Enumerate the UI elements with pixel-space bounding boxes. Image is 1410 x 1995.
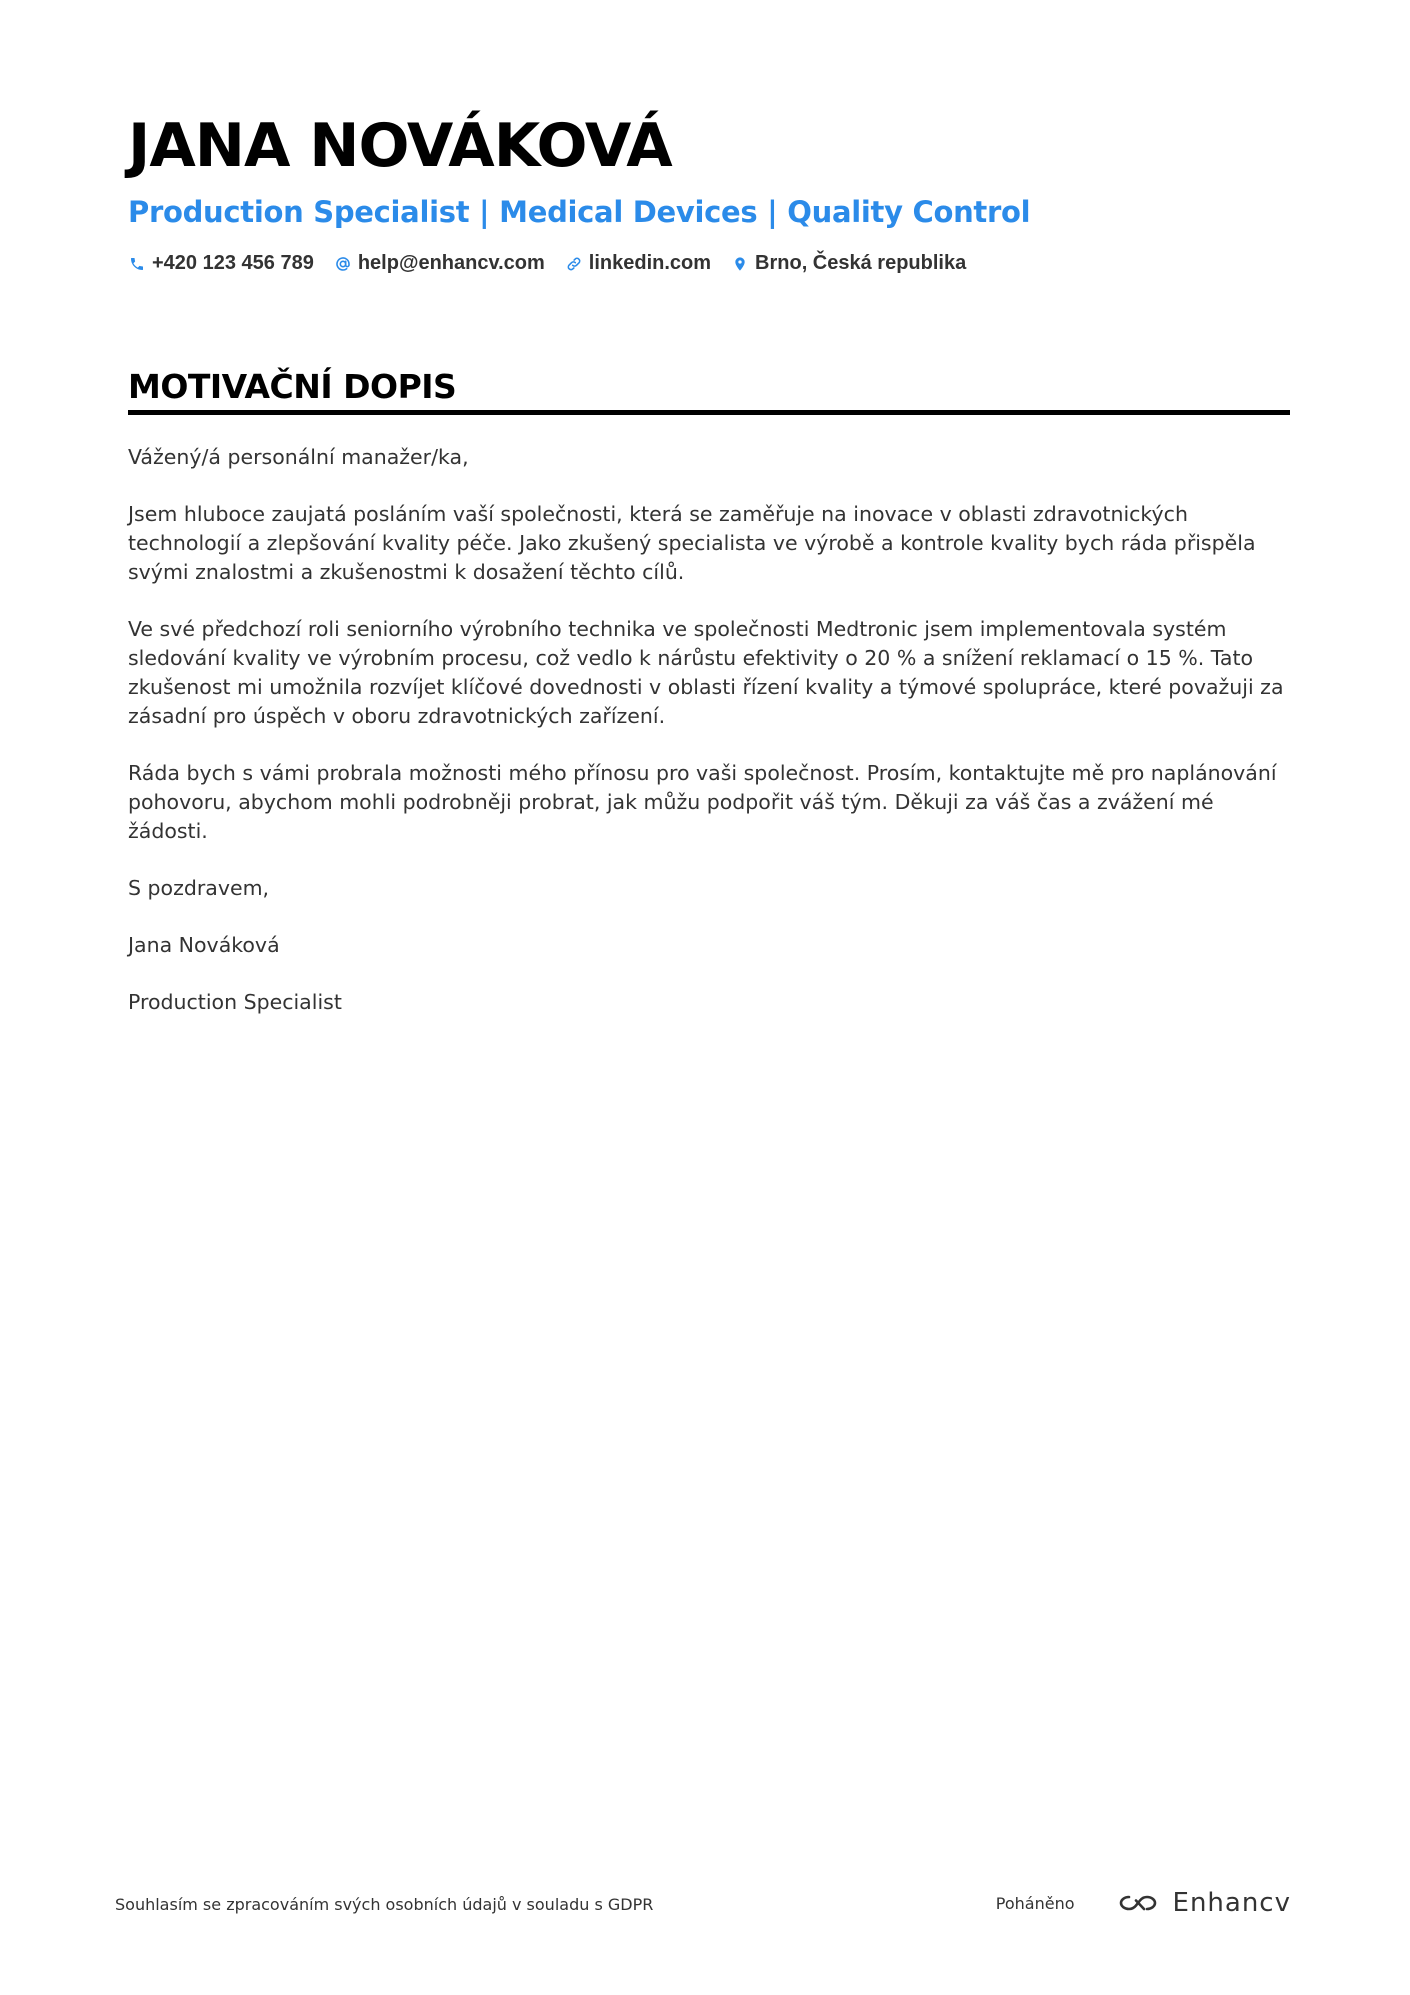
letter-body [128, 443, 1290, 1045]
candidate-headline: Production Specialist | Medical Devices | Quality Control [128, 195, 1031, 229]
contact-email[interactable] [334, 252, 545, 275]
email-text: help@enhancv.com [357, 252, 545, 274]
powered-by [996, 1888, 1291, 1918]
gdpr-consent: Souhlasím se zpracováním svých osobních údajů v souladu s GDPR [115, 1895, 654, 1914]
signature-name: Jana Nováková [128, 933, 280, 957]
contact-location [731, 252, 966, 275]
letter-greeting: Vážený/á personální manažer/ka, [128, 445, 469, 469]
section-divider [128, 410, 1290, 415]
candidate-name: JANA NOVÁKOVÁ [128, 111, 672, 181]
header [128, 110, 1290, 275]
contact-phone[interactable] [128, 252, 314, 275]
letter-paragraph: Jsem hluboce zaujatá posláním vaší společnosti, která se zaměřuje na inovace v oblasti zdravotnických technologií a zlepšování kvality péče. Jako zkušený specialista ve výrobě a kontrole kvality bych ráda přispěla svými znalostmi a zkušenostmi k dosažení těchto cílů. [128, 502, 1256, 584]
enhancv-logo-icon [1115, 1891, 1161, 1915]
contact-bar [128, 252, 1290, 275]
linkedin-text: linkedin.com [588, 252, 712, 274]
phone-icon [128, 255, 146, 273]
phone-text: +420 123 456 789 [152, 252, 314, 274]
signature-title: Production Specialist [128, 990, 342, 1014]
letter-paragraph: Ráda bych s vámi probrala možnosti mého přínosu pro vaši společnost. Prosím, kontaktujte mě pro naplánování pohovoru, abychom mohli podrobněji probrat, jak můžu podpořit váš tým. Děkuji za váš čas a zvážení mé žádosti. [128, 761, 1277, 843]
letter-paragraph: Ve své předchozí roli seniorního výrobního technika ve společnosti Medtronic jsem implementovala systém sledování kvality ve výrobním procesu, což vedlo k nárůstu efektivity o 20 % a snížení reklamací o 15 %. Tato zkušenost mi umožnila rozvíjet klíčové dovednosti v oblasti řízení kvality a týmové spolupráce, které považuji za zásadní pro úspěch v oboru zdravotnických zařízení. [128, 617, 1284, 728]
link-icon [565, 255, 583, 273]
letter-closing: S pozdravem, [128, 876, 270, 900]
section-title: MOTIVAČNÍ DOPIS [128, 367, 457, 406]
location-pin-icon [731, 255, 749, 273]
powered-by-label: Poháněno [995, 1893, 1075, 1913]
at-icon [334, 255, 352, 273]
location-text: Brno, Česká republika [755, 252, 967, 274]
contact-linkedin[interactable] [565, 252, 711, 275]
enhancv-logo[interactable] [1115, 1888, 1291, 1918]
enhancv-logo-text: Enhancv [1172, 1888, 1291, 1918]
